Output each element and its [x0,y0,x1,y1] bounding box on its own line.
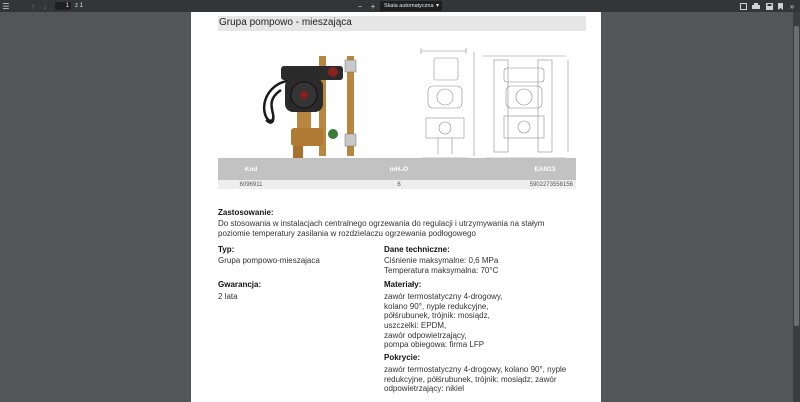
title-bar [218,16,586,31]
pokrycie-line-1: zawór termostatyczny 4-drogowy, kolano 90°, nyple [384,365,567,374]
zoom-value: Skala automatyczna [384,3,434,9]
column-header-mh2o: mH₂O [284,158,514,180]
zoom-in-button[interactable]: + [370,1,376,11]
dane-line-1: Ciśnienie maksymalne: 0,6 MPa [384,256,499,265]
zastosowanie-line-1: Do stosowania w instalacjach centralnego ogrzewania do regulacji i utrzymywania na stałym [218,219,545,228]
materialy-line-4: uszczelki: EPDM, [384,321,447,330]
pdf-toolbar [0,0,800,12]
dane-techniczne-heading: Dane techniczne: [384,245,450,254]
zoom-out-button[interactable]: − [357,1,363,11]
cell-mh2o: 6 [284,180,514,189]
gwarancja-value: 2 lata [218,292,238,301]
pokrycie-heading: Pokrycie: [384,353,421,362]
cell-ean13: 5902273558156 [514,180,576,189]
sidebar-toggle-icon[interactable]: ☰ [2,1,10,11]
print-icon[interactable] [750,0,762,12]
pokrycie-line-2: redukcyjne, półśrubunek, trójnik: mosiądz; zawór [384,375,557,384]
save-icon[interactable] [763,0,775,12]
next-page-icon[interactable]: ↓ [43,1,47,11]
materialy-line-3: półśrubunek, trójnik: mosiądz, [384,311,490,320]
zastosowanie-line-2: poziomie temperatury zasilania w rozdzielaczu ogrzewania podłogowego [218,229,476,238]
column-header-kod: Kod [218,158,284,180]
scrollbar-thumb[interactable] [794,26,799,326]
materialy-heading: Materiały: [384,280,422,289]
page-number-input[interactable]: 1 [55,2,71,10]
table-header-row [218,158,576,180]
zoom-select[interactable] [380,1,442,11]
bookmark-icon[interactable] [775,0,785,12]
presentation-icon[interactable] [737,0,749,12]
technical-drawing [416,46,576,161]
table-row [218,180,576,189]
materialy-line-2: kolano 90°, nyple redukcyjne, [384,302,489,311]
chevron-down-icon: ▾ [435,3,439,9]
pdf-page [191,12,601,402]
dane-line-2: Temperatura maksymalna: 70°C [384,266,499,275]
gwarancja-heading: Gwarancja: [218,280,262,289]
materialy-line-5: zawór odpowietrzający, [384,331,467,340]
page-title: Grupa pompowo - mieszająca [219,17,352,28]
pokrycie-line-3: odpowietrzający: nikiel [384,384,465,393]
previous-page-icon[interactable]: ↑ [31,1,35,11]
cell-kod: 6096911 [218,180,284,189]
vertical-scrollbar[interactable] [793,12,800,402]
typ-value: Grupa pompowo-mieszajaca [218,256,320,265]
zastosowanie-heading: Zastosowanie: [218,208,274,217]
more-tools-icon[interactable]: » [789,1,795,11]
spec-table [218,158,576,189]
page-total: z 1 [75,3,84,9]
typ-heading: Typ: [218,245,235,254]
materialy-line-6: pompa obiegowa: firma LFP [384,340,485,349]
column-header-ean13: EAN13 [514,158,576,180]
product-photo [251,50,371,160]
materialy-line-1: zawór termostatyczny 4-drogowy, [384,292,503,301]
